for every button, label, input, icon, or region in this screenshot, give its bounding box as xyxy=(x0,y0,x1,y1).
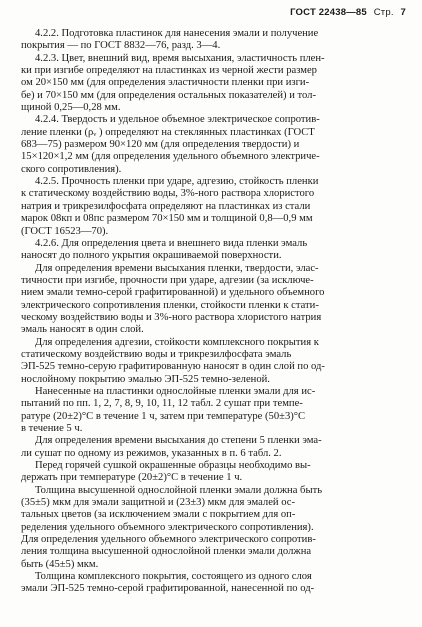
text-line: Толщина комплексного покрытия, состоящего из одного слоя xyxy=(35,571,312,583)
paragraph xyxy=(21,114,406,176)
text-line: Для определения времени высыхания пленки, твердости, элас- xyxy=(35,262,319,274)
text-line: покрытия — по ГОСТ 8832—76, разд. 3—4. xyxy=(21,40,221,52)
text-line: нием эмали темно-серой графитированной) и удельного объемного xyxy=(21,287,325,299)
text-line: 683—75) размером 90×120 мм (для определения твердости) и xyxy=(21,139,300,151)
paragraph xyxy=(21,53,406,115)
standard-code: ГОСТ 22438—85 xyxy=(290,7,367,18)
text-line: эмаль наносят в один слой. xyxy=(21,324,144,336)
paragraph xyxy=(21,386,406,435)
text-line: Перед горячей сушкой окрашенные образцы необходимо вы- xyxy=(35,460,311,472)
text-line: натрия и трикрезилфосфата определяют на пластинках из стали xyxy=(21,200,311,212)
text-line: (35±5) мкм для эмали защитной и (23±3) мкм для эмалей ос- xyxy=(21,497,296,509)
page-label: Стр. xyxy=(373,7,394,18)
paragraph xyxy=(21,28,406,53)
text-line: марок 08кп и 08пс размером 70×150 мм и толщиной 0,8—0,9 мм xyxy=(21,213,313,225)
text-line: эмали ЭП-525 темно-серой графитированной, нанесенной по од- xyxy=(21,583,315,595)
text-line: ления толщина высушенной однослойной пленки эмали должна xyxy=(21,546,312,558)
text-line: ом 20×150 мм (для определения эластичности пленки при изги- xyxy=(21,77,310,89)
text-line: щиной 0,25—0,28 мм. xyxy=(21,102,121,114)
text-line: нослойному покрытию эмалью ЭП-525 темно-зеленой. xyxy=(21,373,270,385)
text-line: быть (45±5) мкм. xyxy=(21,558,99,570)
text-line: ческому воздействию воды и 3%-ного раствора хлористого натрия xyxy=(21,311,322,323)
text-line: к статическому воздействию воды, 3%-ного раствора хлористого xyxy=(21,188,315,200)
page-number: 7 xyxy=(400,7,406,18)
text-line: электрического сопротивления пленки, стойкости пленки к стати- xyxy=(21,299,319,311)
text-line: пытаний по пп. 1, 2, 7, 8, 9, 10, 11, 12 табл. 2 сушат при темпе- xyxy=(21,398,303,410)
text-line: Толщина высушенной однослойной пленки эмали должна быть xyxy=(35,484,323,496)
text-line: 4.2.2. Подготовка пластинок для нанесения эмали и получение xyxy=(35,28,319,39)
text-line: Для определения времени высыхания до степени 5 пленки эма- xyxy=(35,435,322,447)
text-line: наносят до полного укрытия окрашиваемой поверхности. xyxy=(21,250,282,262)
paragraph xyxy=(21,263,406,337)
text-line: тичности при изгибе, прочности при ударе, адгезии (за исключе- xyxy=(21,274,314,286)
text-line: держать при температуре (20±2)°С в течение 1 ч. xyxy=(21,472,243,484)
text-line: Для определения адгезии, стойкости комплексного покрытия к xyxy=(35,336,319,348)
text-line: бе) и 70×150 мм (для определения остальных показателей) и тол- xyxy=(21,89,316,101)
text-line: 4.2.4. Твердость и удельное объемное электрическое сопротив- xyxy=(35,114,320,126)
page-header xyxy=(286,7,406,18)
paragraph xyxy=(21,460,406,485)
paragraph xyxy=(21,485,406,571)
text-line: ского сопротивления). xyxy=(21,163,122,175)
text-line: Для определения удельного объемного электрического сопротив- xyxy=(21,534,316,546)
text-line: ределения удельного объемного электрического сопротивления). xyxy=(21,521,314,533)
text-line: 15×120×1,2 мм (для определения удельного объемного электриче- xyxy=(21,151,320,163)
document-body xyxy=(21,28,406,596)
paragraph xyxy=(21,176,406,238)
text-line: ли сушат по одному из режимов, указанных в п. 6 табл. 2. xyxy=(21,447,282,459)
text-line: ЭП-525 темно-серую графитированную наносят в один слой по од- xyxy=(21,361,325,373)
text-line: 4.2.5. Прочность пленки при ударе, адгезию, стойкость пленки xyxy=(35,176,319,188)
text-line: 4.2.3. Цвет, внешний вид, время высыхания, эластичность плен- xyxy=(35,52,325,64)
paragraph xyxy=(21,238,406,263)
text-line: в течение 5 ч. xyxy=(21,423,83,434)
text-line: ление пленки (ρᵥ ) определяют на стеклянных пластинках (ГОСТ xyxy=(21,126,315,138)
text-line: Нанесенные на пластинки однослойные пленки эмали для ис- xyxy=(35,385,316,397)
paragraph xyxy=(21,435,406,460)
text-line: 4.2.6. Для определения цвета и внешнего вида пленки эмаль xyxy=(35,237,308,249)
text-line: тальных цветов (за исключением эмали с покрытием для оп- xyxy=(21,509,296,521)
paragraph xyxy=(21,571,406,596)
text-line: статическому воздействию воды и трикрезилфосфата эмаль xyxy=(21,348,292,360)
paragraph xyxy=(21,337,406,386)
text-line: ратуре (20±2)°С в течение 1 ч, затем при температуре (50±3)°С xyxy=(21,410,306,422)
text-line: ки при изгибе определяют на пластинках из черной жести размер xyxy=(21,65,317,77)
text-line: (ГОСТ 16523—70). xyxy=(21,225,109,237)
